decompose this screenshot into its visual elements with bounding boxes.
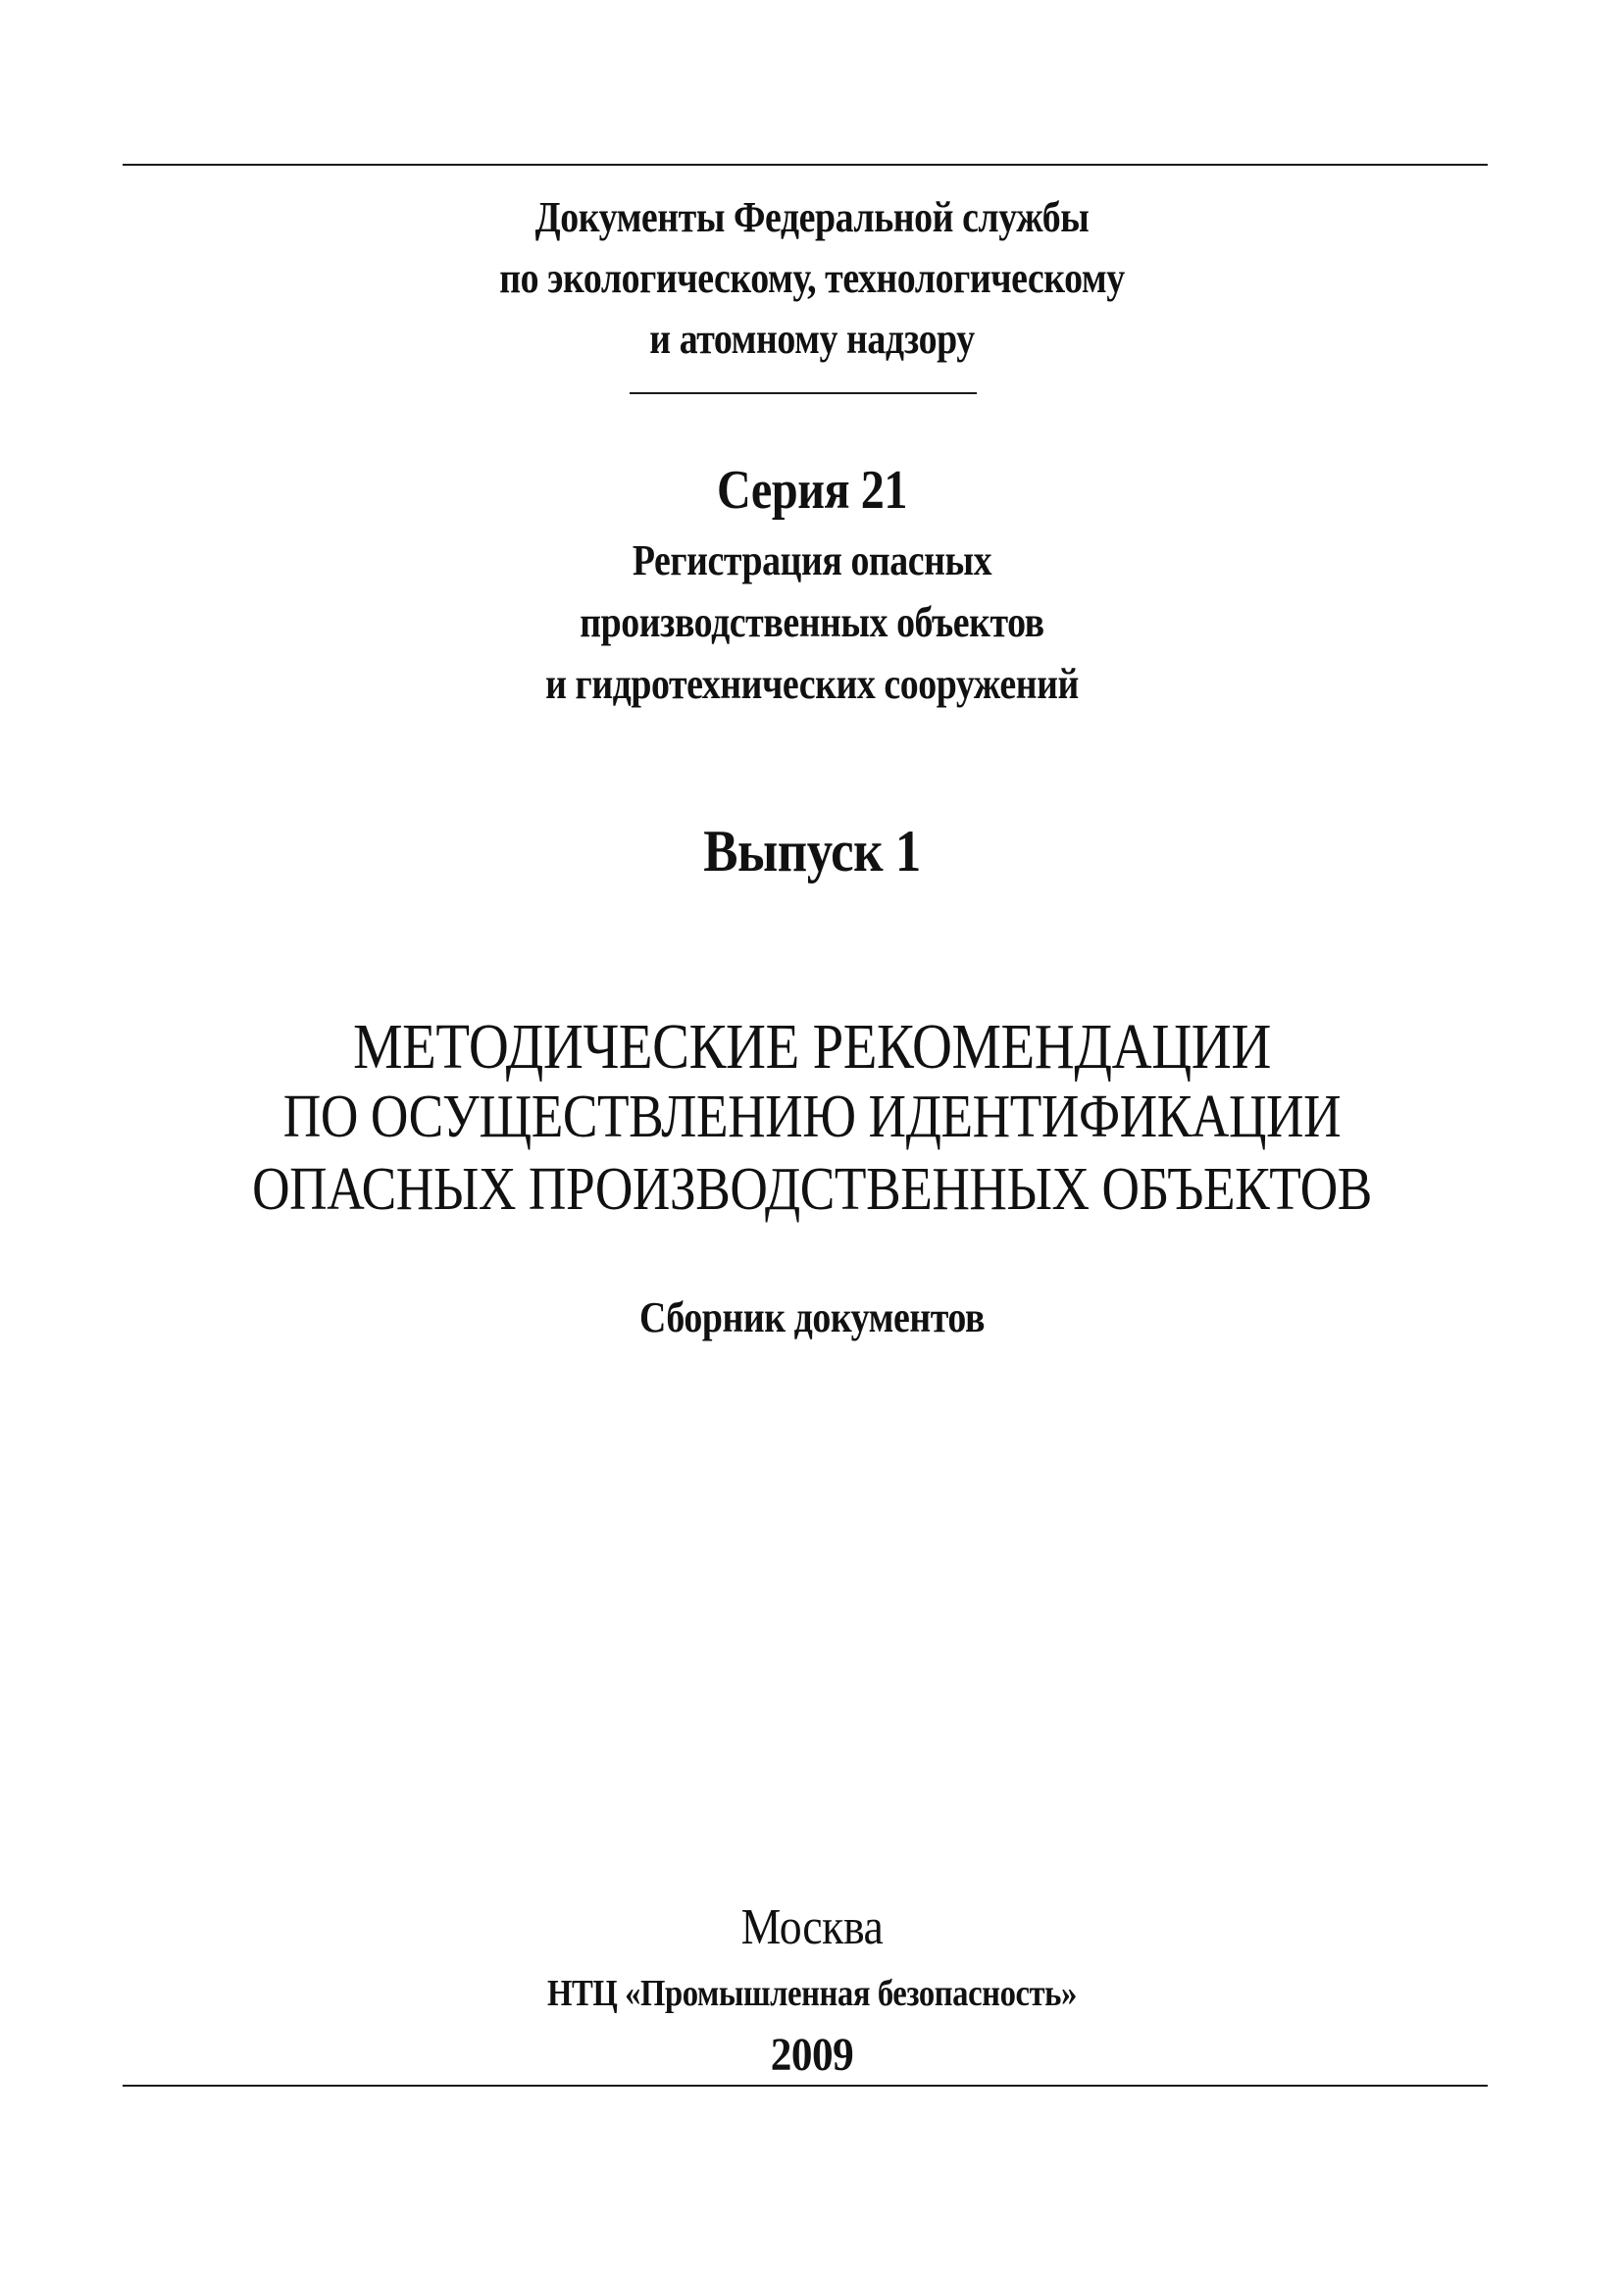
imprint-publisher: НТЦ «Промышленная безопасность» <box>547 1973 1077 2014</box>
main-title-line-3: ОПАСНЫХ ПРОИЗВОДСТВЕННЫХ ОБЪЕКТОВ <box>252 1156 1372 1223</box>
series-subtitle-line-1: Регистрация опасных <box>632 536 992 584</box>
imprint-year: 2009 <box>770 2029 854 2081</box>
top-rule <box>123 164 1488 166</box>
bottom-rule <box>123 2085 1488 2087</box>
collection-label: Сборник документов <box>639 1293 985 1341</box>
imprint-city: Москва <box>740 1899 884 1955</box>
series-subtitle-line-3: и гидротехнических сооружений <box>545 660 1079 708</box>
issuer-line-2: по экологическому, технологическому <box>499 254 1125 302</box>
issue-label: Выпуск 1 <box>703 819 921 883</box>
series-title: Серия 21 <box>716 460 908 521</box>
main-title-line-1: МЕТОДИЧЕСКИЕ РЕКОМЕНДАЦИИ <box>353 1011 1271 1083</box>
issuer-divider <box>630 392 977 394</box>
series-subtitle-line-2: производственных объектов <box>580 598 1044 646</box>
issuer-line-3: и атомному надзору <box>649 315 975 363</box>
issuer-line-1: Документы Федеральной службы <box>534 193 1090 241</box>
main-title-line-2: ПО ОСУЩЕСТВЛЕНИЮ ИДЕНТИФИКАЦИИ <box>282 1084 1342 1150</box>
